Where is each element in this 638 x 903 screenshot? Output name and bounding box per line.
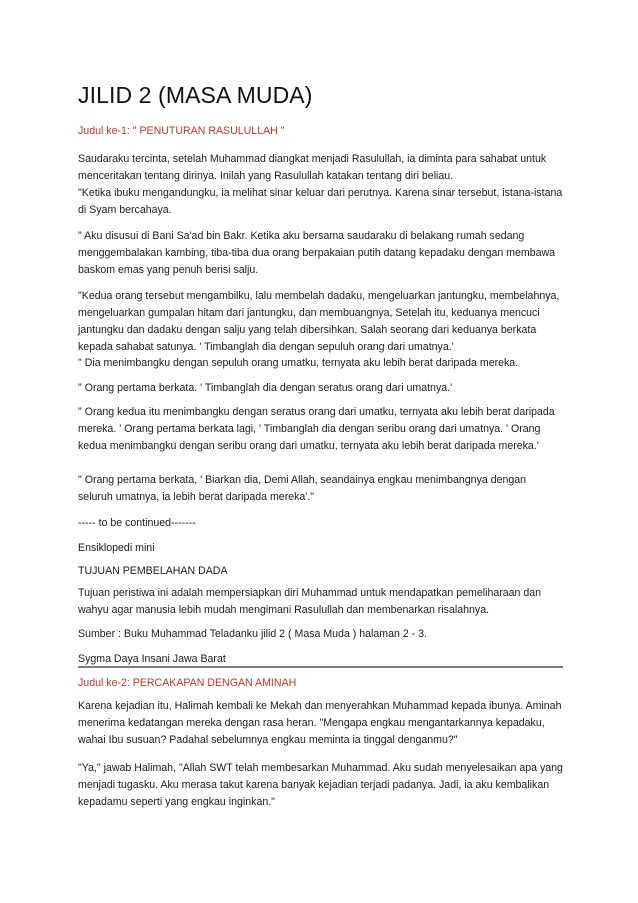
source-line: Sumber : Buku Muhammad Teladanku jilid 2 ( Masa Muda ) halaman 2 - 3.	[78, 628, 427, 640]
section-divider	[78, 666, 563, 668]
chapter2-paragraph-1: Karena kejadian itu, Halimah kembali ke Mekah dan menyerahkan Muhammad kepada ibunya. Aminah menerima kedatangan mereka dengan rasa heran. "Mengapa engkau mengantarkannya kepadaku, wahai Ibu susuan? Padahal sebelumnya engkau meminta ia tinggal denganmu?"	[78, 700, 562, 746]
mini-encyclopedia-label: Ensiklopedi mini	[78, 542, 155, 554]
paragraph-6: " Orang pertama berkata. ' Timbanglah dia dengan seratus orang dari umatnya.'	[78, 382, 453, 394]
paragraph-5: " Dia menimbangku dengan sepuluh orang umatku, ternyata aku lebih berat daripada mereka.	[78, 357, 519, 369]
paragraph-4: "Kedua orang tersebut mengambilku, lalu membelah dadaku, mengeluarkan jantungku, membelahnya, mengeluarkan gumpalan hitam dari jantungku, dan membuangnya, Setelah itu, keduanya mencuci jantungku dan dadaku dengan salju yang telah dibersihkan. Salah seorang dari keduanya berkata kepada sahabat satunya. ' Timbanglah dia dengan sepuluh orang dari umatnya.'	[78, 290, 560, 353]
to-be-continued: ----- to be continued-------	[78, 517, 196, 529]
publisher-line: Sygma Daya Insani Jawa Barat	[78, 653, 226, 665]
paragraph-3: " Aku disusui di Bani Sa'ad bin Bakr. Ketika aku bersama saudaraku di belakang rumah sedang menggembalakan kambing, tiba-tiba dua orang berpakaian putih datang kepadaku dengan membawa baskom emas yang penuh berisi salju.	[78, 230, 556, 276]
paragraph-8: " Orang pertama berkata, ' Biarkan dia, Demi Allah, seandainya engkau menimbangnya dengan seluruh umatnya, ia lebih berat daripada mereka'."	[78, 474, 527, 503]
chapter2-heading: Judul ke-2: PERCAKAPAN DENGAN AMINAH	[78, 677, 297, 689]
document-title: JILID 2 (MASA MUDA)	[78, 82, 313, 108]
paragraph-1: Saudaraku tercinta, setelah Muhammad diangkat menjadi Rasulullah, ia diminta para sahabat untuk menceritakan tentang dirinya. Inilah yang Rasulullah katakan tentang diri beliau.	[78, 153, 547, 182]
encyclopedia-text: Tujuan peristiwa ini adalah mempersiapkan diri Muhammad untuk mendapatkan pemeliharaan dan wahyu agar manusia lebih mudah mengimani Rasulullah dan membenarkan risalahnya.	[78, 587, 542, 616]
paragraph-7: " Orang kedua itu menimbangku dengan seratus orang dari umatku, ternyata aku lebih berat daripada mereka. ' Orang pertama berkata lagi, ' Timbanglah dia dengan seribu orang dari umatnya. ' Orang kedua menimbangku dengan seribu orang dari umatku, ternyata aku lebih berat daripada mereka.'	[78, 406, 555, 452]
chapter2-paragraph-2: "Ya," jawab Halimah, "Allah SWT telah membesarkan Muhammad. Aku sudah menyelesaikan apa yang menjadi tugasku. Aku merasa takut karena banyak kejadian terjadi padanya. Jadi, ia aku kembalikan kepadamu seperti yang engkau inginkan."	[78, 762, 563, 808]
paragraph-2: "Ketika ibuku mengandungku, ia melihat sinar keluar dari perutnya. Karena sinar tersebut, istana-istana di Syam bercahaya.	[78, 187, 563, 216]
chapter1-heading: Judul ke-1: " PENUTURAN RASULULLAH "	[78, 125, 285, 137]
encyclopedia-topic: TUJUAN PEMBELAHAN DADA	[78, 565, 228, 577]
